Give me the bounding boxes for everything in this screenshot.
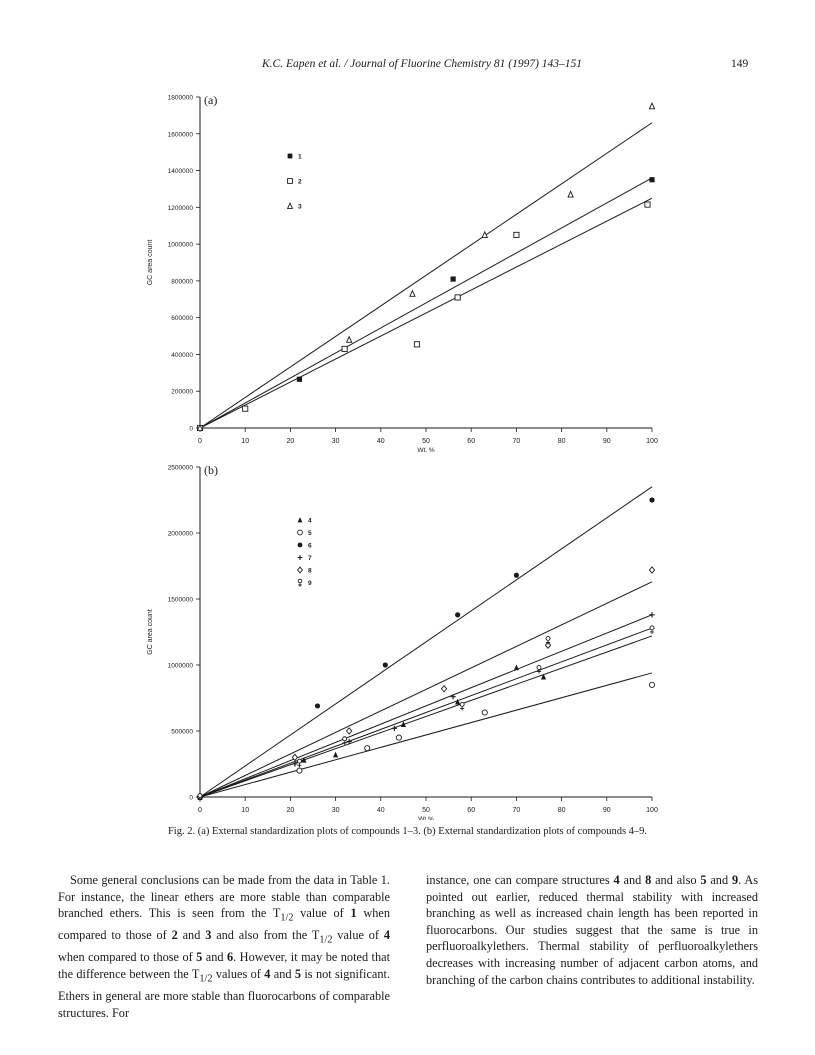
data-point-series-3 (568, 191, 573, 197)
body-left-text: value of (332, 928, 384, 943)
data-point-series-5 (649, 682, 654, 687)
compound-ref: 6 (227, 950, 234, 965)
data-point-series-1 (297, 377, 302, 382)
x-tick-label: 30 (331, 807, 340, 814)
data-point-series-4 (333, 752, 338, 758)
data-point-mark (460, 707, 464, 711)
x-tick-label: 80 (557, 807, 566, 814)
body-right-text: and (619, 873, 646, 887)
compound-ref: 5 (700, 873, 707, 887)
legend-label-1: 1 (298, 153, 302, 161)
y-tick-label: 200000 (171, 388, 193, 396)
data-point-series-6 (649, 497, 654, 502)
data-point-series-3 (410, 291, 415, 297)
data-point-series-2 (455, 295, 460, 300)
compound-ref: 5 (294, 966, 302, 981)
data-point-series-2 (514, 232, 519, 237)
body-right-text: instance, one can compare structures (426, 873, 614, 887)
x-tick-label: 30 (331, 438, 340, 445)
fit-line-series-3 (200, 123, 652, 428)
data-point-series-8 (649, 567, 654, 573)
x-tick-label: 20 (286, 807, 295, 814)
fit-line-series-5 (200, 673, 652, 797)
data-point-series-4 (541, 674, 546, 680)
y-tick-label: 400000 (171, 351, 193, 359)
data-point-series-3 (347, 337, 352, 343)
y-tick-label: 1600000 (167, 131, 193, 139)
y-tick-label: 1000000 (167, 662, 193, 670)
panel-label: (a) (204, 93, 218, 107)
body-left-text: Some general conclusions can be made from the data in Table 1. For instance, the linear ethers are more stable than comparable branched ethers. This is seen from the T (58, 873, 390, 921)
fit-line-series-9 (200, 636, 652, 797)
legend-marker-1 (288, 154, 293, 159)
data-point-series-1 (649, 177, 654, 182)
compound-ref: 8 (645, 873, 652, 887)
subscript: 1/2 (199, 973, 213, 985)
page-number: 149 (731, 58, 749, 70)
legend-label-4: 4 (308, 517, 312, 525)
compound-ref: 4 (383, 928, 390, 943)
body-left-text: when compared to those of (58, 950, 197, 965)
x-tick-label: 100 (646, 438, 658, 445)
y-axis-label: GC area count (147, 609, 154, 655)
y-tick-label: 500000 (171, 728, 193, 736)
data-point-series-1 (451, 276, 456, 281)
y-tick-label: 1000000 (167, 241, 193, 249)
legend-marker-6 (298, 543, 303, 548)
legend-marker-5 (298, 530, 303, 535)
body-text (58, 872, 758, 1021)
body-left-text: when compared to those of (58, 906, 390, 943)
body-left-text: and also from the T (211, 928, 320, 943)
data-point-series-8 (347, 728, 352, 734)
y-tick-label: 1500000 (167, 596, 193, 604)
figure-caption: Fig. 2. (a) External standardization plots of compounds 1–3. (b) External standardization plots of compounds 4–9. (167, 826, 648, 837)
data-point-series-3 (649, 103, 654, 109)
x-tick-label: 20 (286, 438, 295, 445)
data-point-series-6 (315, 703, 320, 708)
body-right-text: and (706, 873, 732, 887)
x-tick-label: 50 (422, 438, 430, 445)
x-tick-label: 0 (198, 438, 202, 445)
data-point-mark (297, 764, 301, 768)
y-axis-label: GC area count (147, 239, 154, 286)
x-tick-label: 90 (602, 438, 611, 445)
legend-marker-4 (298, 517, 303, 522)
body-column-left (58, 872, 390, 1021)
y-tick-label: 800000 (171, 278, 193, 286)
chart-panel-b (147, 463, 658, 820)
y-tick-label: 1800000 (167, 94, 193, 102)
body-left-text: value of (293, 906, 351, 921)
data-point-mark (343, 741, 347, 745)
legend-label-3: 3 (298, 203, 302, 211)
body-column-right (426, 872, 758, 1021)
body-left-text: values of (212, 966, 265, 981)
y-tick-label: 600000 (171, 315, 193, 323)
data-point-series-6 (514, 573, 519, 578)
subscript: 1/2 (280, 912, 294, 924)
compound-ref: 2 (171, 928, 178, 943)
x-tick-label: 100 (646, 807, 658, 814)
x-tick-label: 40 (376, 438, 385, 445)
compound-ref: 9 (731, 873, 739, 887)
x-tick-label: 10 (241, 438, 250, 445)
data-point-mark (298, 584, 302, 587)
body-right-text: . As pointed out earlier, reduced thermal stability with increased branching as well as increased chain length has been reported in fluorocarbons. Our studies suggest that the same is true in perfluoroalkylethers. Thermal stability of perfluoroalkylethers decreases with increasing number of adjacent carbon atoms, and branching of the carbon chains contributes to additional instability. (426, 873, 758, 987)
data-point-series-9 (198, 794, 202, 798)
data-point-series-7 (451, 694, 456, 699)
x-tick-label: 70 (512, 438, 521, 445)
data-point-series-5 (365, 746, 370, 751)
data-point-series-5 (482, 710, 487, 715)
compound-ref: 5 (196, 950, 203, 965)
x-tick-label: 60 (467, 438, 476, 445)
body-left-text: is not significant. Ethers in general are more stable than fluorocarbons of comparable structures. For (58, 966, 390, 1020)
legend-marker-3 (288, 203, 293, 208)
data-point-series-2 (414, 342, 419, 347)
y-tick-label: 2500000 (167, 464, 193, 472)
legend-label-5: 5 (308, 530, 312, 537)
legend-label-2: 2 (298, 178, 302, 186)
compound-ref: 4 (264, 966, 271, 981)
data-point-series-9 (343, 737, 347, 741)
x-axis-label: Wt. % (417, 447, 435, 454)
body-left-text: and (202, 950, 227, 965)
data-point-series-4 (514, 665, 519, 671)
compound-ref: 1 (350, 906, 357, 921)
data-point-series-9 (650, 626, 654, 630)
fit-line-series-1 (200, 178, 652, 428)
data-point-series-2 (645, 202, 650, 207)
data-point-mark (650, 630, 654, 634)
data-point-series-2 (342, 346, 347, 351)
x-tick-label: 0 (198, 807, 202, 814)
data-point-series-7 (649, 612, 654, 617)
x-tick-label: 40 (376, 807, 385, 814)
y-tick-label: 0 (189, 425, 193, 433)
data-point-series-8 (441, 686, 446, 692)
y-tick-label: 0 (189, 794, 193, 802)
legend-marker-8 (298, 567, 303, 573)
legend-label-9: 9 (308, 580, 312, 587)
data-point-series-9 (460, 702, 464, 706)
x-tick-label: 10 (241, 807, 250, 814)
fit-line-series-4 (200, 628, 652, 797)
fit-line-series-2 (200, 198, 652, 428)
subscript: 1/2 (319, 934, 333, 946)
body-left-text: and (270, 966, 295, 981)
x-tick-label: 70 (512, 807, 521, 814)
data-point-series-6 (455, 612, 460, 617)
fit-line-series-8 (200, 582, 652, 797)
legend-marker-2 (288, 179, 293, 184)
x-tick-label: 60 (467, 807, 476, 814)
legend-marker-7 (298, 555, 303, 560)
legend-label-7: 7 (308, 555, 312, 562)
data-point-series-2 (243, 406, 248, 411)
data-point-series-5 (297, 768, 302, 773)
body-left-text: and (177, 928, 206, 943)
x-tick-label: 90 (602, 807, 611, 814)
body-right-text: and also (651, 873, 701, 887)
data-point-series-6 (383, 662, 388, 667)
running-head-citation: K.C. Eapen et al. / Journal of Fluorine Chemistry 81 (1997) 143–151 (262, 58, 583, 70)
legend-label-8: 8 (308, 567, 312, 575)
body-left-text: . However, it may be noted that the difference between the T (58, 950, 390, 981)
x-tick-label: 80 (557, 438, 566, 445)
y-tick-label: 1200000 (167, 204, 193, 212)
panel-label: (b) (204, 463, 218, 477)
legend-label-6: 6 (308, 542, 312, 550)
x-tick-label: 50 (422, 807, 430, 814)
y-tick-label: 2000000 (167, 530, 193, 538)
chart-panel-a (147, 93, 658, 454)
x-axis-label: Wt % (418, 816, 434, 820)
data-point-series-9 (546, 636, 550, 640)
data-point-series-9 (297, 759, 301, 763)
data-point-series-9 (537, 665, 541, 669)
compound-ref: 4 (613, 873, 620, 887)
data-point-series-7 (392, 726, 397, 731)
compound-ref: 3 (205, 928, 212, 943)
legend-marker-9 (298, 579, 302, 583)
data-point-series-5 (396, 735, 401, 740)
y-tick-label: 1400000 (167, 168, 193, 176)
